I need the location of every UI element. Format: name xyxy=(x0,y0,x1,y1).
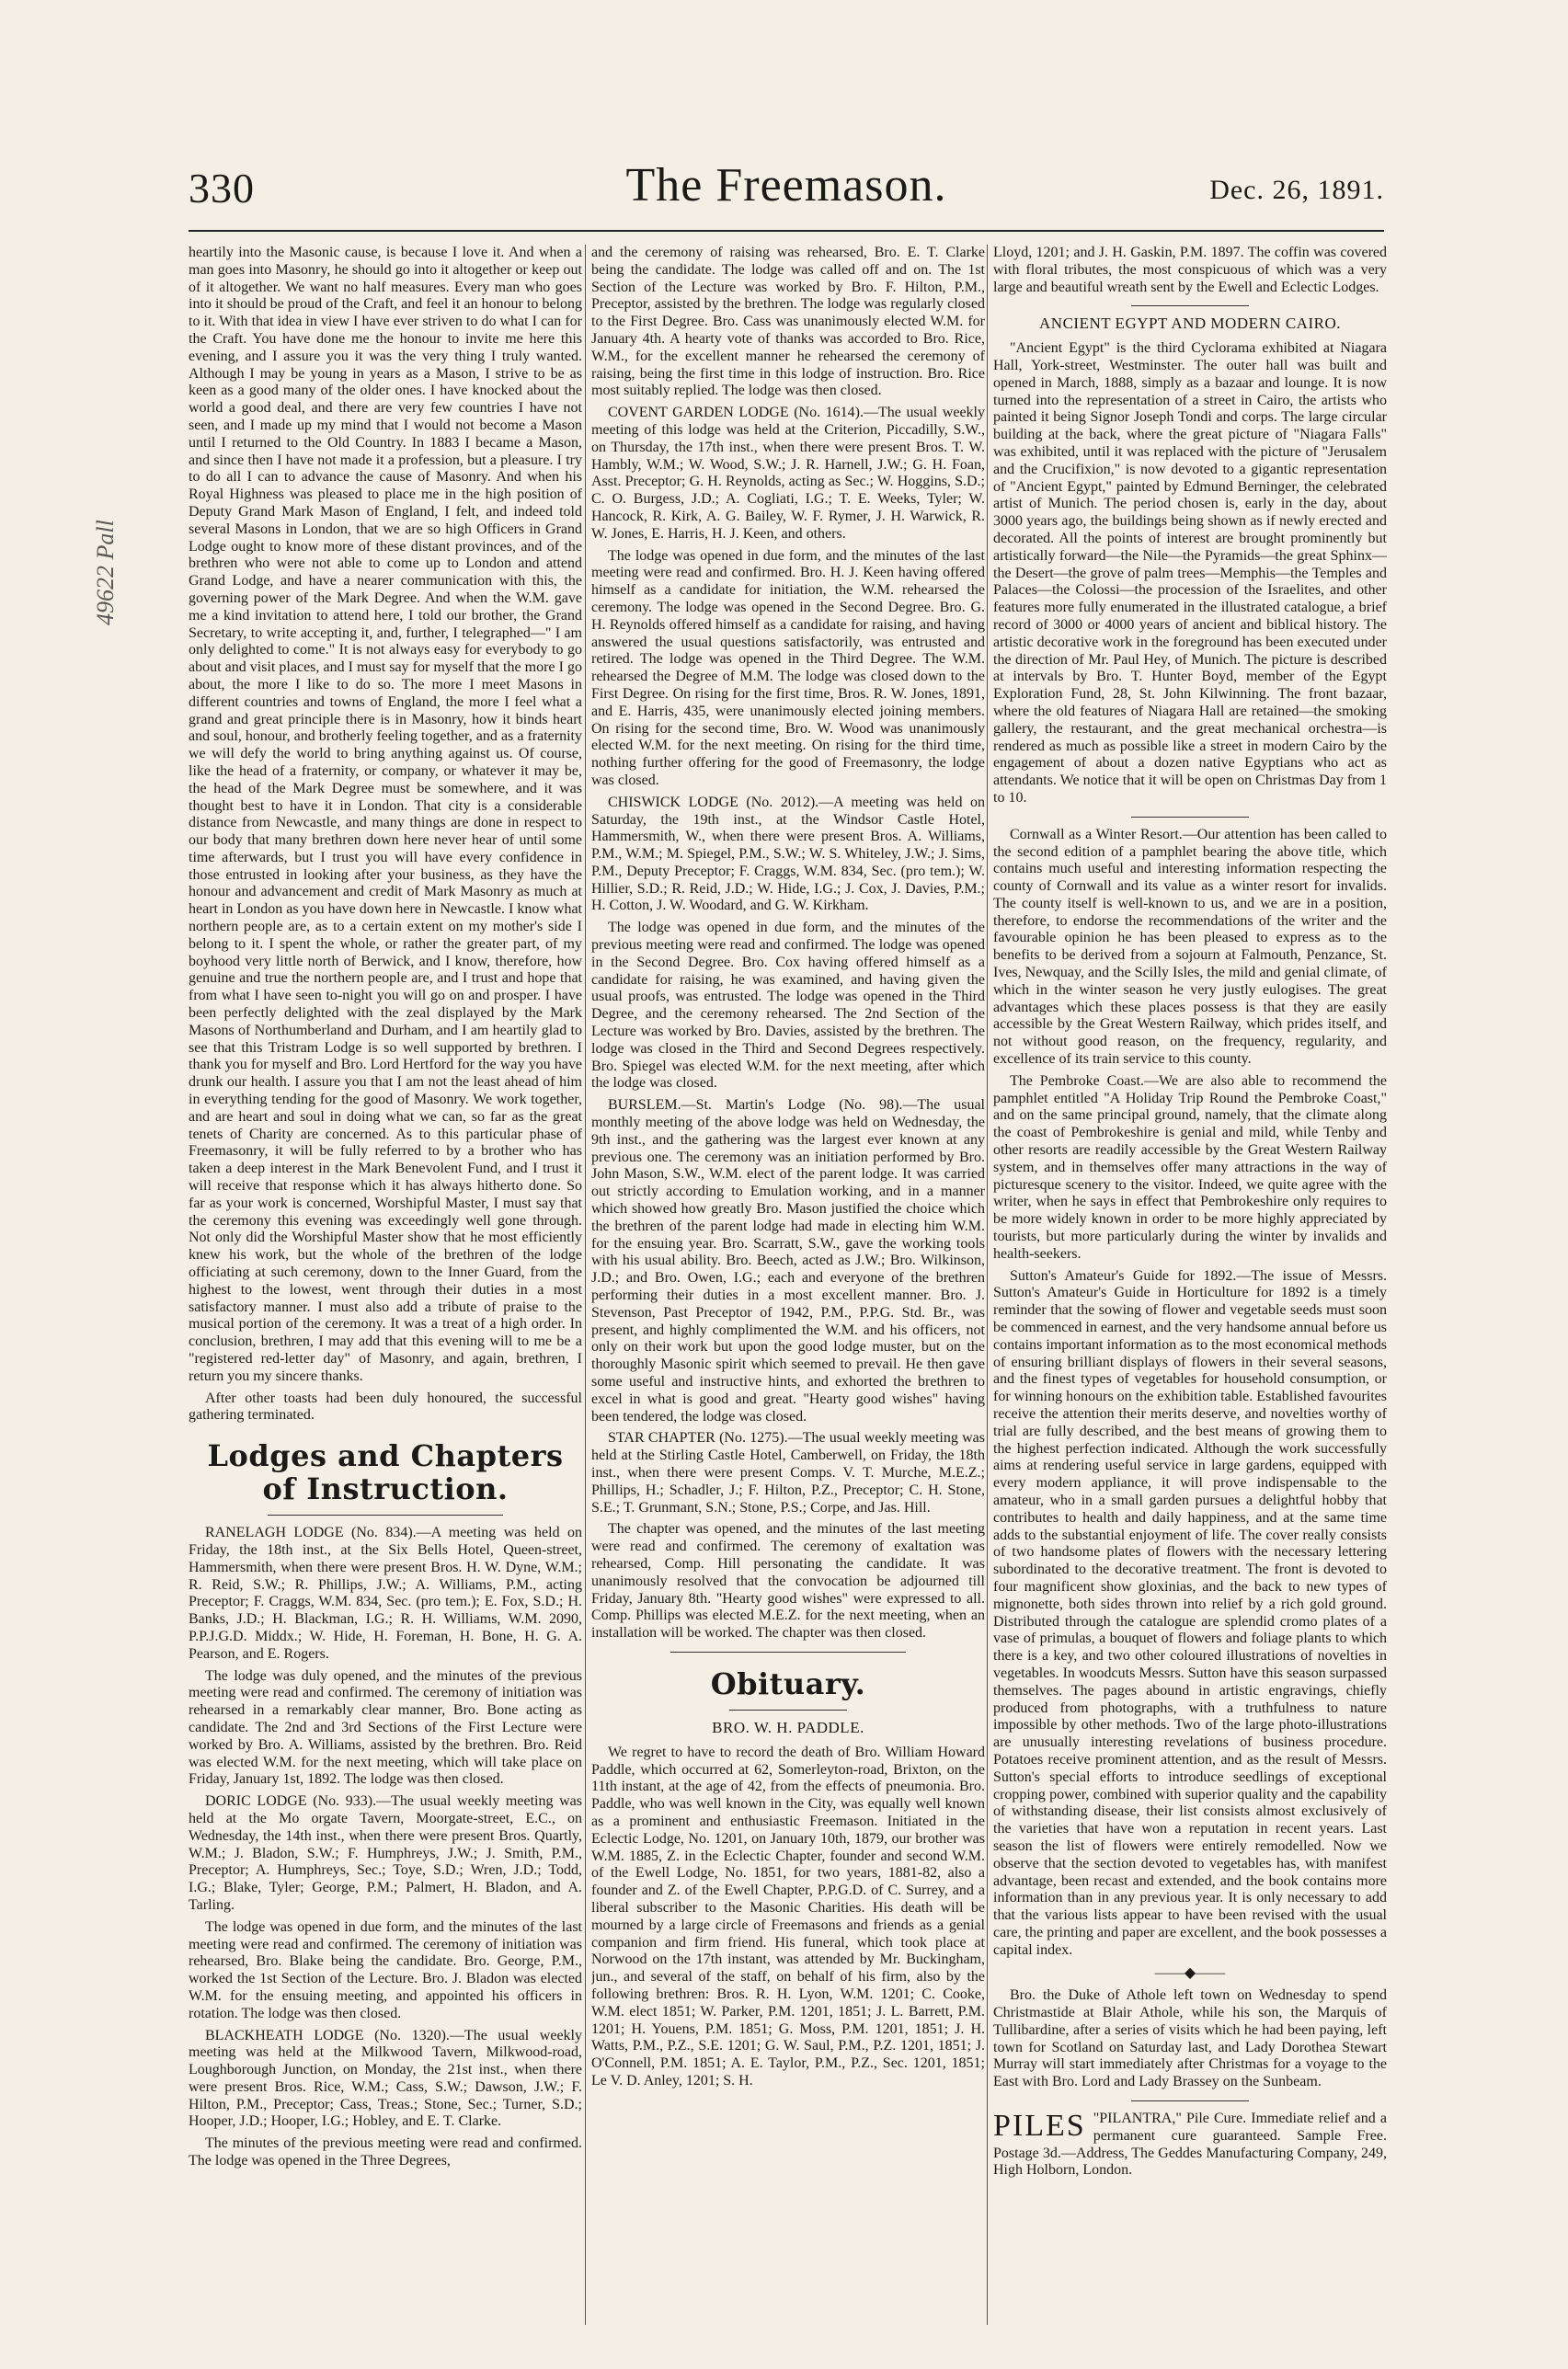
paragraph: The lodge was opened in due form, and the minutes of the previous meeting were read and confirmed. The lodge was opened in the Second Degree. Bro. Cox having offered himself as a candidate for raising, he was examined, and having given the usual proofs, was entrusted. The lodge was opened in the Third Degree, and the ceremony rehearsed. The 2nd Section of the Lecture was worked by Bro. Davies, assisted by the brethren. The lodge was closed in the Third and Second Degrees respectively. Bro. Spiegel was elected W.M. for the next meeting, after which the lodge was closed. xyxy=(591,920,985,1092)
speech-continuation: heartily into the Masonic cause, is because I love it. And when a man goes into Masonry, he should go into it altogether or keep out of it altogether. We want no half measures. Every man who goes into it should be proud of the Craft, and feel it an honour to belong to it. With that idea in view I have ever striven to do what I can for the Craft. You have done me the honour to invite me here this evening, and I assure you it was the very thing I truly wanted. Although I may be young in years as a Mason, I strive to be as keen as a good many of the older ones. I have knocked about the world a good deal, and there are very few countries I have not seen, and I made up my mind that I would not become a Mason until I returned to the Old Country. In 1883 I became a Mason, and since then I have not made it a profession, but a pleasure. I try to do all I can to advance the cause of Masonry. And when his Royal Highness was pleased to place me in the high position of Deputy Grand Mark Mason of England, I felt, and indeed told several Masons in London, that we are so high Officers in Grand Lodge ought to know more of these distant provinces, and of the brethren who were not able to come up to London and attend Grand Lodge, and have a nearer communication with this, the governing power of the Mark Degree. And when the W.M. gave me a kind invitation to attend here, I told our brother, the Grand Secretary, to write accepting it, and, further, I telegraphed—" I am only delighted to come." It is not always easy for everybody to go about and visit places, and I must say for myself that the more I go about, the more I like to do so. The more I meet Masons in different countries and towns of England, the more I feel what a grand and great principle there is in Masonry, how it binds heart and soul, honour, and brotherly feeling together, and as a fraternity we will defy the world to bring anything against us. Of course, like the head of a fraternity, or company, or whatever it may be, the head of the Mark Degree must be somewhere, and it was thought best to have it in London. That city is a considerable distance from Newcastle, and many things are done in respect to our body that many brethren down here never hear of until some time afterwards, but I trust you will have every confidence in those entrusted in looking after your business, as they have the honour and advancement and credit of Mark Masonry as much at heart in London as you have down here in Newcastle. I know what northern people are, as to a certain extent on my mother's side I belong to it. I spent the whole, or rather the greater part, of my boyhood very little north of Berwick, and I know, therefore, how genuine and true the northern people are, and I trust and hope that from what I have seen to-night you will go on and prosper. I have been perfectly delighted with the zeal displayed by the Mark Masons of Northumberland and Durham, and I am heartily glad to see that this Tristram Lodge is so well supported by brethren. I thank you for myself and Bro. Lord Hertford for the way you have drunk our health. I assure you that I am not the least ahead of him in everything tending for the good of Masonry. We work together, and are heart and soul in doing what we can, so far as the great tenets of Charity are concerned. As to this particular phase of Freemasonry, it will be fully referred to by a brother who has taken a deep interest in the Mark Benevolent Fund, and I trust it will receive that response which it has always hitherto done. So far as your work is concerned, Worshipful Master, I must say that the ceremony this evening was exceedingly well gone through. Not only did the Worshipful Master show that he most efficiently knew his work, but the whole of the brethren of the lodge officiating at such ceremony, down to the Inner Guard, from the highest to the lowest, went through their duties in a most satisfactory manner. I must also add a tribute of praise to the musical portion of the ceremony. It was a treat of a high order. In conclusion, brethren, I may add that this evening will to me be a "registered red-letter day" of Masonry, and again, brethren, I return you my sincere thanks. xyxy=(189,245,582,1384)
column-divider xyxy=(987,245,988,2325)
ad-headline: PILES xyxy=(993,2109,1086,2144)
chiswick-lodge-report: CHISWICK LODGE (No. 2012).—A meeting was held on Saturday, the 19th inst., at the Windsor Castle Hotel, Hammersmith, W., when there were present Bros. A. Williams, P.M., W.M.; M. Spiegel, P.M., S.W.; W. S. Whiteley, J.W.; J. Sims, P.M., Deputy Preceptor; F. Craggs, W.M. 834, Sec. (pro tem.); W. Hillier, S.D.; R. Reid, J.D.; W. Hide, I.G.; J. Cox, J. Davies, P.M.; H. Cotton, J. W. Woodard, and G. W. Kirkham. xyxy=(591,794,985,914)
sutton-guide-notice: Sutton's Amateur's Guide for 1892.—The issue of Messrs. Sutton's Amateur's Guide in Horticulture for 1892 is a timely reminder that the sowing of flower and vegetable seeds must soon be commenced in earnest, and the very handsome annual before us contains important information as to the most economical methods of ensuring brilliant displays of flowers in their several seasons, and the finest types of vegetables for household consumption, or for winning honours on the exhibition table. Established favourites receive the attention their merits deserve, and novelties worthy of trial are fully described, and the best means of growing them to the highest perfection indicated. Although the work successfully aims at rendering useful service in large gardens, equipped with every modern appliance, it will prove indispensable to the amateur, who in a small garden pursues a delightful hobby that contributes to health and daily happiness, and at the same time adds to the substantial enjoyment of life. The cover really consists of two handsome plates of flowers with the necessary lettering subordinated to the decorative treatment. The front is devoted to four magnificent show gloxinias, and the back to new types of mignonette, both sides thrown into relief by a rich gold ground. Distributed through the catalogue are splendid cromo plates of a vase of primulas, a bouquet of flowers and foliage plants to which there is a key, and two other coloured illustrations of novelties in vegetables. In woodcuts Messrs. Sutton have this season surpassed themselves. The pages abound in artistic engravings, chiefly produced from photographs, with a truthfulness to nature impossible by other methods. Two of the large photo-illustrations are unusually interesting revelations of business procedure. Potatoes receive prominent attention, and as the result of Messrs. Sutton's special efforts to introduce seedlings of exceptional cropping power, combined with superior quality and the capability of withstanding disease, their list consists almost exclusively of the varieties that have won a reputation in recent years. Last season the list of flowers were entirely remodelled. Now we observe that the section devoted to vegetables has, with manifest advantage, been recast and extended, and the book contains more information than in any previous year. It is only necessary to add that the various lists appear to have been revised with the usual care, the printing and paper are excellent, and the book possesses a capital index. xyxy=(993,1267,1387,1958)
obituary-subhead: BRO. W. H. PADDLE. xyxy=(712,1718,864,1736)
paragraph: Lloyd, 1201; and J. H. Gaskin, P.M. 1897. The coffin was covered with floral tributes, the most conspicuous of which was a very large and beautiful wreath sent by the Ewell and Eclectic Lodges. xyxy=(993,245,1387,295)
section-heading-obituary: Obituary. xyxy=(710,1665,866,1701)
egypt-cairo-text: "Ancient Egypt" is the third Cyclorama exhibited at Niagara Hall, York-street, Westminster. The outer hall was built and opened in March, 1888, simply as a bazaar and lounge. It is now turned into the representation of a street in Cairo, the artists who painted it being Signor Joseph Tondi and corps. The large circular building at the back, where the great picture of "Niagara Falls" was exhibited, until it was replaced with the picture of "Jerusalem and the Crucifixion," is now devoted to a gigantic representation of "Ancient Egypt," painted by Edmund Berninger, the celebrated artist of Munich. The period chosen is, early in the day, about 3000 years ago, the buildings being shown as if newly erected and decorated. All the points of interest are brought prominently but artistically forward—the Nile—the Pyramids—the great Sphinx—the Desert—the grove of palm trees—Memphis—the Temples and Palaces—the Colossi—the procession of the Israelites, and other features more fully enumerated in the illustrated catalogue, a brief record of 3000 or 4000 years of ancient and biblical history. The artistic decorative work in the foreground has been executed under the direction of Mr. Paul Hey, of Munich. The picture is described at intervals by Bro. T. Hunter Boyd, member of the Egypt Exploration Fund, 28, St. John Kilwinning. The front bazaar, where the old features of Niagara Hall are retained—the smoking gallery, the restaurant, and the great mechanical orchestra—is rendered as much as possible like a street in modern Cairo by the engagement of about a dozen native Egyptians who act as attendants. We notice that it will be open on Christmas Day from 1 to 10. xyxy=(993,340,1387,806)
doric-lodge-report: DORIC LODGE (No. 933).—The usual weekly meeting was held at the Mo orgate Tavern, Moorgate-street, E.C., on Wednesday, the 14th inst., when there were present Bros. Quartly, W.M.; J. Bladon, S.W.; F. Humphreys, J.W.; J. Smith, P.M., Preceptor; A. Humphreys, Sec.; Toye, S.D.; Wren, J.D.; Todd, I.G.; Blake, Tyler; George, P.M.; Palmert, H. Bladon, and A. Tarling. xyxy=(189,1793,582,1913)
ranelagh-lodge-report: RANELAGH LODGE (No. 834).—A meeting was held on Friday, the 18th inst., at the Six Bells Hotel, Queen-street, Hammersmith, when there were present Bros. H. W. Dyne, W.M.; R. Reid, S.W.; R. Phillips, J.W.; A. Williams, P.M., acting Preceptor; F. Craggs, W.M. 834, Sec. (pro tem.); E. Fox, S.D.; H. Banks, J.D.; H. Blackman, I.G.; R. H. Williams, W.M. 2090, P.P.J.G.D. Middx.; W. Hide, H. Foreman, H. Bone, H. G. A. Pearson, and E. Rogers. xyxy=(189,1525,582,1662)
paragraph: The chapter was opened, and the minutes of the last meeting were read and confirmed. The ceremony of exaltation was rehearsed, Comp. Hill personating the candidate. It was unanimously resolved that the convocation be adjourned till Friday, January 8th. "Hearty good wishes" were expressed to all. Comp. Phillips was elected M.E.Z. for the next meeting, when an installation will be worked. The chapter was then closed. xyxy=(591,1521,985,1642)
divider xyxy=(670,1652,907,1653)
paragraph: and the ceremony of raising was rehearsed, Bro. E. T. Clarke being the candidate. The lodge was called off and on. The 1st Section of the Lecture was worked by Bro. F. Hilton, P.M., Preceptor, assisted by the brethren. The lodge was regularly closed to the First Degree. Bro. Cass was unanimously elected W.M. for January 4th. A hearty vote of thanks was accorded to Bro. Rice, W.M., for the excellent manner he rehearsed the ceremony of raising, being the first time in this lodge of instruction. Bro. Rice most suitably replied. The lodge was then closed. xyxy=(591,245,985,399)
burslem-lodge-report: BURSLEM.—St. Martin's Lodge (No. 98).—The usual monthly meeting of the above lodge was held on Wednesday, the 9th inst., and the gathering was the largest ever known at any previous one. The ceremony was an initiation performed by Bro. John Mason, S.W., W.M. elect of the parent lodge. It was carried out strictly according to Emulation working, and in a manner which showed how greatly Bro. Mason justified the choice which the brethren of the parent lodge had made in electing him W.M. for the ensuing year. Bro. Scarratt, S.W., gave the working tools with his usual ability. Bro. Beech, acted as J.W.; Bro. Wilkinson, J.D.; and Bro. Owen, I.G.; each and everyone of the brethren performing their duties in a most excellent manner. Bro. J. Stevenson, Past Preceptor of 1942, P.M., P.P.G. Std. Br., was present, and highly complimented the W.M. and his officers, not only on their work but upon the good lodge muster, but on the thoroughly Masonic spirit which seemed to prevail. He then gave some useful and instructive hints, and exhorted the brethren to excel in what is good and great. "Hearty good wishes" having been tendered, the lodge was closed. xyxy=(591,1097,985,1425)
obituary-text: We regret to have to record the death of Bro. William Howard Paddle, which occurred at 62, Somerleyton-road, Brixton, on the 11th instant, at the age of 42, from the effects of pneumonia. Bro. Paddle, who was well known in the City, was equally well known as a prominent and enthusiastic Freemason. Initiated in the Eclectic Lodge, No. 1201, on January 10th, 1879, our brother was W.M. 1885, Z. in the Eclectic Chapter, founder and second W.M. of the Ewell Lodge, No. 1851, for two years, 1881-82, also a founder and Z. of the Ewell Chapter, P.P.G.D. of C. Surrey, and a liberal subscriber to the Masonic Charities. His death will be mourned by a large circle of Freemasons and friends as a genial companion and firm friend. His funeral, which took place at Norwood on the 17th instant, was attended by Mr. Buckingham, jun., and several of the staff, on behalf of his firm, also by the following brethren: Bros. R. H. Lyon, W.M. 1201; C. Cooke, W.M. elect 1851; W. Parker, P.M. 1201, 1851; J. L. Barrett, P.M. 1201; H. Youens, P.M. 1851; G. Moss, P.M. 1201, 1851; J. H. Watts, P.M., P.Z., S.E. 1201; G. W. Saul, P.M., P.Z. 1201, 1851; J. O'Connell, P.M. 1851; A. E. Taylor, P.M., P.Z., Sec. 1201, 1851; Le V. D. Anley, 1201; S. H. xyxy=(591,1744,985,2089)
column-3 xyxy=(993,245,1387,2325)
ornament-divider: ——◆—— xyxy=(1154,1964,1226,1981)
column-divider xyxy=(585,245,586,2325)
ad-text: "PILANTRA," Pile Cure. Immediate relief and a permanent cure guaranteed. Sample Free. Postage 3d.—Address, The Geddes Manufacturing Company, 249, High Holborn, London. xyxy=(993,2111,1387,2179)
handwritten-margin-note: 49622 Pall xyxy=(92,520,119,625)
column-1 xyxy=(189,245,582,2325)
divider xyxy=(729,1710,847,1711)
paragraph: After other toasts had been duly honoured, the successful gathering terminated. xyxy=(189,1390,582,1424)
newspaper-title: The Freemason. xyxy=(625,159,947,212)
covent-garden-lodge-report: COVENT GARDEN LODGE (No. 1614).—The usual weekly meeting of this lodge was held at the Criterion, Piccadilly, S.W., on Thursday, the 17th inst., when there were present Bros. T. W. Hambly, W.M.; W. Wood, S.W.; J. R. Harnell, J.W.; G. H. Foan, Asst. Preceptor; G. H. Reynolds, acting as Sec.; W. Hoggins, S.D.; C. O. Burgess, J.D.; A. Cogliati, I.G.; T. E. Weeks, Tyler; W. Hancock, R. Kirk, A. G. Bailey, W. F. Rymer, J. H. Warwick, R. W. Jones, E. Harris, H. J. Keen, and others. xyxy=(591,405,985,542)
egypt-cairo-subhead: ANCIENT EGYPT AND MODERN CAIRO. xyxy=(1039,315,1341,333)
page-number: 330 xyxy=(189,165,255,212)
duke-athole-notice: Bro. the Duke of Athole left town on Wednesday to spend Christmastide at Blair Athole, while his son, the Marquis of Tullibardine, after a series of visits which he had been paying, left town for Scotland on Saturday last, and Lady Dorothea Stewart Murray will start immediately after Christmas for a voyage to the East with Bro. Lord and Lady Brassey on the Sunbeam. xyxy=(993,1987,1387,2090)
pembroke-notice: The Pembroke Coast.—We are also able to recommend the pamphlet entitled "A Holiday Trip Round the Pembroke Coast," and on the same principal ground, namely, that the climate along the coast of Pembrokeshire is genial and mild, while Tenby and other resorts are readily accessible by the Great Western Railway system, and in themselves offer many attractions in the way of picturesque scenery to the visitor. Indeed, we quite agree with the writer, when he says in effect that Pembrokeshire only requires to be more widely known in order to be more highly appreciated by tourists, but more particularly during the winter by invalids and health-seekers. xyxy=(993,1072,1387,1262)
paragraph: The lodge was duly opened, and the minutes of the previous meeting were read and confirmed. The ceremony of initiation was rehearsed in a remarkably clear manner, Bro. Bone acting as candidate. The 2nd and 3rd Sections of the First Lecture were worked by Bro. A. Williams, assisted by the brethren. Bro. Reid was elected W.M. for the next meeting, which will take place on Friday, January 1st, 1892. The lodge was then closed. xyxy=(189,1667,582,1788)
star-chapter-report: STAR CHAPTER (No. 1275).—The usual weekly meeting was held at the Stirling Castle Hotel, Camberwell, on Friday, the 18th inst., when there were present Comps. V. T. Murche, M.E.Z.; Phillips, H.; Schadler, J.; F. Hilton, P.Z., Preceptor; C. H. Stone, S.E.; T. Grunmant, S.N.; Stone, P.S.; Corpe, and Jas. Hill. xyxy=(591,1430,985,1516)
divider xyxy=(1131,305,1249,306)
paragraph: The lodge was opened in due form, and the minutes of the last meeting were read and confirmed. The ceremony of initiation was rehearsed, Bro. Blake being the candidate. Bro. George, P.M., worked the 1st Section of the Lecture. Bro. J. Bladon was elected W.M. for the ensuing meeting, and appointed his officers in rotation. The lodge was then closed. xyxy=(189,1918,582,2021)
paragraph: The minutes of the previous meeting were read and confirmed. The lodge was opened in the Three Degrees, xyxy=(189,2135,582,2169)
divider xyxy=(268,1515,504,1516)
blackheath-lodge-report: BLACKHEATH LODGE (No. 1320).—The usual weekly meeting was held at the Milkwood Tavern, Milkwood-road, Loughborough Junction, on Monday, the 21st inst., when there were present Bros. Rice, W.M.; Cass, S.W.; Dawson, J.W.; F. Hilton, P.M., Preceptor; Cass, Treas.; Stone, Sec.; Turner, S.D.; Hooper, J.D.; Hooper, I.G.; Hobley, and E. T. Clarke. xyxy=(189,2027,582,2130)
header-rule xyxy=(189,230,1384,232)
piles-advertisement xyxy=(993,2111,1387,2180)
cornwall-notice: Cornwall as a Winter Resort.—Our attention has been called to the second edition of a pamphlet bearing the above title, which contains much useful and interesting information respecting the county of Cornwall and its value as a winter resort for invalids. The county itself is well-known to us, and we are in a position, therefore, to endorse the recommendations of the writer and the favourable opinion he has been pleased to express as to the benefits to be derived from a sojourn at Falmouth, Penzance, St. Ives, Newquay, and the Scilly Isles, the mild and genial climate, of which in the winter season he very justly eulogises. The great advantages which these places possess is that they are easily accessible by the Great Western Railway, which prides itself, and not without good reason, on the frequency, regularity, and excellence of its train service to this county. xyxy=(993,826,1387,1068)
masthead xyxy=(189,158,1384,223)
section-heading-lodges: Lodges and Chapters of Instruction. xyxy=(207,1438,564,1507)
divider xyxy=(1131,2100,1249,2101)
column-2 xyxy=(591,245,985,2325)
issue-date: Dec. 26, 1891. xyxy=(1209,175,1384,205)
paragraph: The lodge was opened in due form, and the minutes of the last meeting were read and confirmed. Bro. H. J. Keen having offered himself as a candidate for initiation, the W.M. rehearsed the ceremony. The lodge was opened in the Second Degree. Bro. G. H. Reynolds offered himself as a candidate for raising, and having answered the usual questions satisfactorily, was entrusted and retired. The lodge was opened in the Third Degree. The W.M. rehearsed the Degree of M.M. The lodge was closed down to the First Degree. On rising for the first time, Bros. R. W. Jones, 1891, and E. Harris, 435, were unanimously elected joining members. On rising for the second time, Bro. W. Wood was unanimously elected W.M. for the next meeting. On rising for the third time, nothing further offering for the good of Freemasonry, the lodge was closed. xyxy=(591,547,985,788)
divider xyxy=(1131,817,1249,818)
